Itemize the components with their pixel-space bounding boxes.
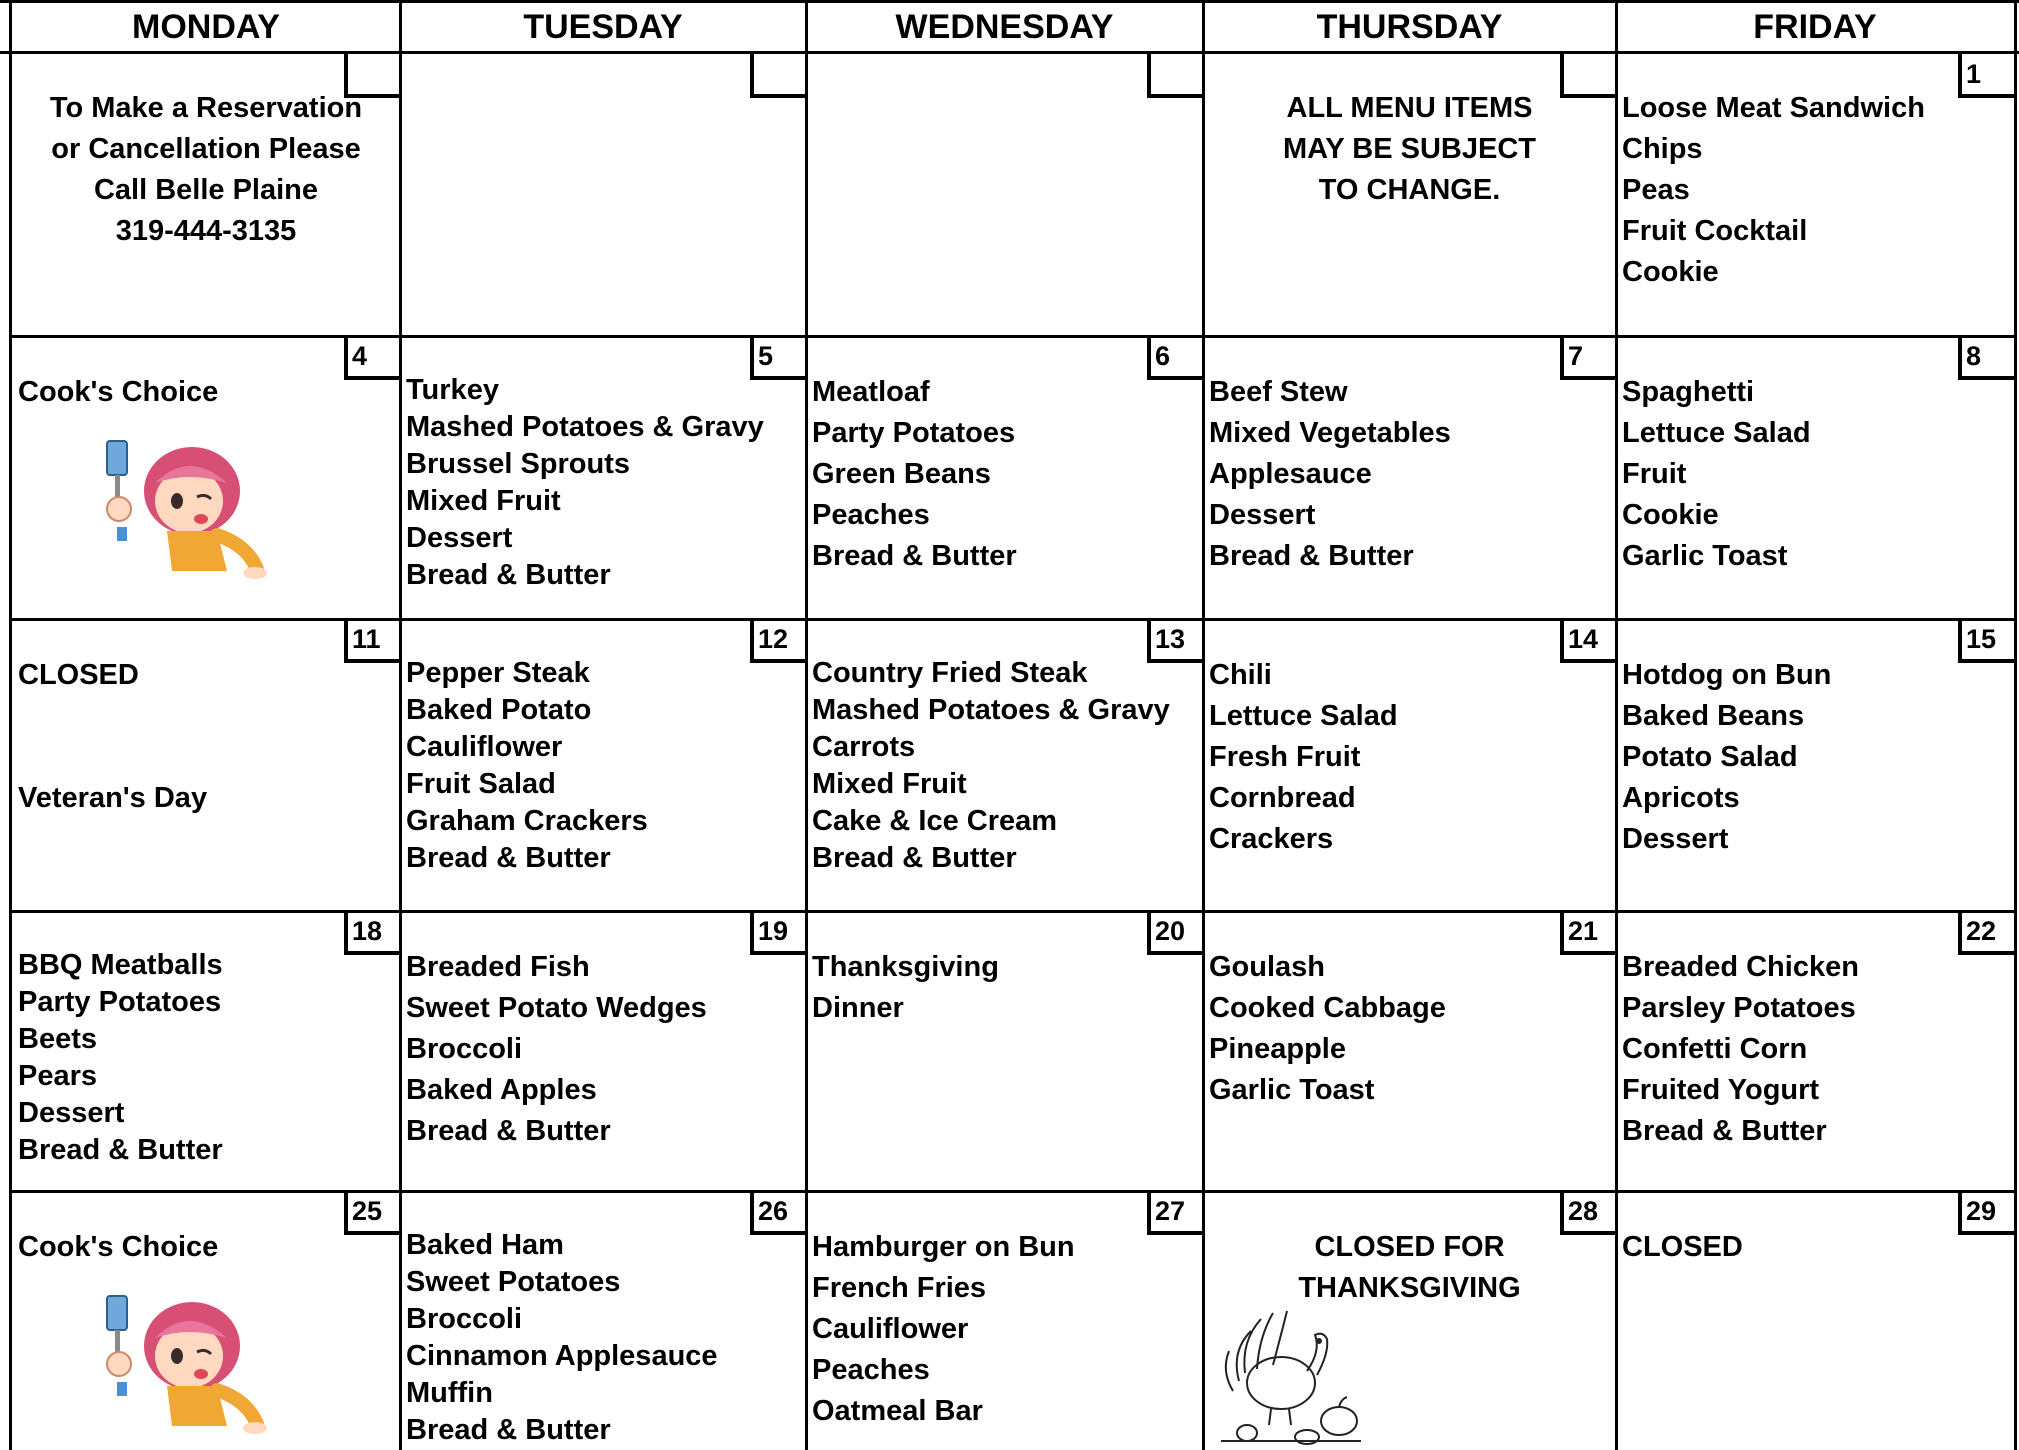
menu-item: Oatmeal Bar xyxy=(812,1395,983,1427)
date-number: 26 xyxy=(750,1191,806,1235)
day-cell xyxy=(1203,336,1616,619)
date-number: 18 xyxy=(344,911,400,955)
date-number: 29 xyxy=(1958,1191,2014,1235)
day-cell xyxy=(806,1191,1203,1450)
row-divider xyxy=(9,618,2017,621)
menu-item: Dessert xyxy=(1622,823,1729,855)
menu-item: Fruit Cocktail xyxy=(1622,215,1808,247)
day-cell xyxy=(400,1191,806,1450)
menu-item: Lettuce Salad xyxy=(1209,700,1398,732)
day-header-thursday: THURSDAY xyxy=(1316,8,1503,46)
day-cell xyxy=(1616,54,2014,336)
menu-item: Mixed Fruit xyxy=(812,768,967,800)
menu-item: ALL MENU ITEMS xyxy=(1286,92,1533,124)
menu-item: Muffin xyxy=(406,1377,493,1409)
menu-item-list xyxy=(18,1227,396,1268)
menu-item: Cook's Choice xyxy=(18,376,219,408)
date-number: 19 xyxy=(750,911,806,955)
menu-item: Cinnamon Applesauce xyxy=(406,1340,718,1372)
column-divider xyxy=(805,0,808,1450)
menu-item: Baked Apples xyxy=(406,1074,597,1106)
menu-item: Peaches xyxy=(812,1354,930,1386)
menu-item: Bread & Butter xyxy=(1209,540,1414,572)
date-number: 27 xyxy=(1147,1191,1203,1235)
menu-item: Peas xyxy=(1622,174,1690,206)
menu-item: Mashed Potatoes & Gravy xyxy=(812,694,1170,726)
menu-item: Green Beans xyxy=(812,458,991,490)
border-top xyxy=(0,0,2019,3)
menu-item: Garlic Toast xyxy=(1209,1074,1375,1106)
menu-item: French Fries xyxy=(812,1272,987,1304)
day-cell xyxy=(806,619,1203,911)
date-number: 14 xyxy=(1560,619,1616,663)
menu-item: Brussel Sprouts xyxy=(406,448,630,480)
menu-item: Graham Crackers xyxy=(406,805,648,837)
menu-item-list xyxy=(1622,372,2010,577)
menu-item: Fruit xyxy=(1622,458,1687,490)
menu-item: Cauliflower xyxy=(812,1313,969,1345)
menu-item: To Make a Reservation xyxy=(49,92,363,124)
date-number: 25 xyxy=(344,1191,400,1235)
day-cell xyxy=(12,911,400,1191)
menu-item-list xyxy=(1622,88,2010,293)
menu-item-list xyxy=(18,372,396,413)
menu-item-list xyxy=(1209,372,1612,577)
day-header-monday: MONDAY xyxy=(132,8,280,46)
menu-item: Cornbread xyxy=(1209,782,1356,814)
day-cell xyxy=(1616,619,2014,911)
menu-item: Dessert xyxy=(18,1097,125,1129)
day-cell xyxy=(12,619,400,911)
menu-item: Goulash xyxy=(1209,951,1326,983)
menu-item: CLOSED xyxy=(1622,1231,1743,1263)
day-cell xyxy=(806,336,1203,619)
menu-item: Baked Potato xyxy=(406,694,592,726)
menu-item-list xyxy=(812,372,1199,577)
menu-item: THANKSGIVING xyxy=(1298,1272,1521,1304)
menu-item: or Cancellation Please xyxy=(51,133,361,165)
column-divider xyxy=(1202,0,1205,1450)
day-cell xyxy=(400,911,806,1191)
menu-item: Bread & Butter xyxy=(812,540,1017,572)
menu-item: Cookie xyxy=(1622,499,1719,531)
column-divider xyxy=(399,0,402,1450)
date-number: 8 xyxy=(1958,336,2014,380)
date-number: 22 xyxy=(1958,911,2014,955)
menu-item: Potato Salad xyxy=(1622,741,1798,773)
day-cell xyxy=(400,54,806,336)
menu-item: Breaded Fish xyxy=(406,951,590,983)
menu-item: Thanksgiving xyxy=(812,951,999,983)
menu-item: Call Belle Plaine xyxy=(93,174,319,206)
day-cell xyxy=(12,1191,400,1450)
date-number: 13 xyxy=(1147,619,1203,663)
menu-item: Mixed Fruit xyxy=(406,485,561,517)
date-number xyxy=(1147,54,1203,98)
menu-item: Apricots xyxy=(1622,782,1740,814)
chef-girl-icon xyxy=(97,1286,272,1441)
menu-item: Meatloaf xyxy=(812,376,930,408)
menu-item: Spaghetti xyxy=(1622,376,1755,408)
menu-item-list xyxy=(18,655,396,819)
day-cell xyxy=(1616,336,2014,619)
border-left xyxy=(9,0,12,1450)
day-cell xyxy=(12,54,400,336)
date-number: 7 xyxy=(1560,336,1616,380)
menu-item: Sweet Potato Wedges xyxy=(406,992,707,1024)
menu-item: Pineapple xyxy=(1209,1033,1346,1065)
menu-item: Party Potatoes xyxy=(18,986,222,1018)
menu-item-list xyxy=(1622,655,2010,860)
day-cell xyxy=(12,336,400,619)
turkey-icon xyxy=(1211,1291,1371,1450)
menu-item: Mashed Potatoes & Gravy xyxy=(406,411,764,443)
menu-item-list xyxy=(812,947,1199,1029)
menu-item: MAY BE SUBJECT xyxy=(1282,133,1536,165)
menu-item: Dessert xyxy=(406,522,513,554)
menu-item-list xyxy=(1622,947,2010,1152)
border-right xyxy=(2014,0,2017,1450)
date-number: 28 xyxy=(1560,1191,1616,1235)
menu-item: Garlic Toast xyxy=(1622,540,1788,572)
menu-item: Baked Ham xyxy=(406,1229,564,1261)
day-cell xyxy=(1616,911,2014,1191)
menu-item: Dinner xyxy=(812,992,904,1024)
menu-item: Pepper Steak xyxy=(406,657,590,689)
menu-item-list xyxy=(1209,655,1612,860)
menu-item: Hotdog on Bun xyxy=(1622,659,1832,691)
menu-item: CLOSED FOR xyxy=(1314,1231,1505,1263)
menu-item: CLOSED xyxy=(18,659,139,691)
menu-item: Cookie xyxy=(1622,256,1719,288)
header-divider xyxy=(0,51,2019,54)
menu-item: Cooked Cabbage xyxy=(1209,992,1446,1024)
menu-item-list xyxy=(812,1227,1199,1432)
column-divider xyxy=(1615,0,1618,1450)
menu-item-list xyxy=(406,1227,802,1449)
day-cell xyxy=(400,619,806,911)
menu-item: Confetti Corn xyxy=(1622,1033,1808,1065)
menu-item: Bread & Butter xyxy=(812,842,1017,874)
menu-item: Hamburger on Bun xyxy=(812,1231,1075,1263)
menu-item: Bread & Butter xyxy=(406,1414,611,1446)
menu-item: Bread & Butter xyxy=(18,1134,223,1166)
menu-item: Chili xyxy=(1209,659,1272,691)
menu-item: Crackers xyxy=(1209,823,1334,855)
menu-item: Pears xyxy=(18,1060,98,1092)
menu-item: Lettuce Salad xyxy=(1622,417,1811,449)
day-cell xyxy=(1203,54,1616,336)
menu-item: Baked Beans xyxy=(1622,700,1805,732)
menu-item: Beef Stew xyxy=(1209,376,1348,408)
day-cell xyxy=(806,911,1203,1191)
menu-item: Parsley Potatoes xyxy=(1622,992,1856,1024)
menu-item-list xyxy=(1622,1227,2010,1268)
day-header-friday: FRIDAY xyxy=(1753,8,1877,46)
menu-item-list xyxy=(12,88,400,252)
menu-item: Applesauce xyxy=(1209,458,1372,490)
day-cell xyxy=(1203,1191,1616,1450)
menu-item xyxy=(18,737,396,778)
menu-item-list xyxy=(1203,88,1616,211)
menu-item: Mixed Vegetables xyxy=(1209,417,1451,449)
day-header-tuesday: TUESDAY xyxy=(523,8,683,46)
menu-item: Veteran's Day xyxy=(18,782,208,814)
date-number: 20 xyxy=(1147,911,1203,955)
menu-item: Breaded Chicken xyxy=(1622,951,1859,983)
day-cell xyxy=(1203,911,1616,1191)
menu-item: Turkey xyxy=(406,374,499,406)
menu-item xyxy=(18,696,396,737)
menu-item-list xyxy=(406,947,802,1152)
date-number xyxy=(750,54,806,98)
menu-item: Cake & Ice Cream xyxy=(812,805,1058,837)
menu-item: Bread & Butter xyxy=(406,842,611,874)
menu-item: Fruit Salad xyxy=(406,768,556,800)
menu-item-list xyxy=(18,947,396,1169)
menu-item: Broccoli xyxy=(406,1033,523,1065)
menu-item: Fruited Yogurt xyxy=(1622,1074,1820,1106)
menu-item: Party Potatoes xyxy=(812,417,1016,449)
day-header-wednesday: WEDNESDAY xyxy=(895,8,1114,46)
menu-item: Sweet Potatoes xyxy=(406,1266,621,1298)
menu-item: Country Fried Steak xyxy=(812,657,1088,689)
menu-item: Dessert xyxy=(1209,499,1316,531)
menu-item-list xyxy=(406,655,802,877)
date-number: 11 xyxy=(344,619,400,663)
menu-item: Bread & Butter xyxy=(1622,1115,1827,1147)
menu-item: 319-444-3135 xyxy=(115,215,297,247)
menu-item-list xyxy=(1209,947,1612,1111)
menu-item: Carrots xyxy=(812,731,916,763)
menu-item: Beets xyxy=(18,1023,97,1055)
menu-item: Chips xyxy=(1622,133,1703,165)
menu-item: Bread & Butter xyxy=(406,559,611,591)
menu-item: Peaches xyxy=(812,499,930,531)
date-number: 4 xyxy=(344,336,400,380)
date-number: 15 xyxy=(1958,619,2014,663)
menu-item: Cauliflower xyxy=(406,731,563,763)
chef-girl-icon xyxy=(97,431,272,586)
menu-item: Fresh Fruit xyxy=(1209,741,1361,773)
date-number: 1 xyxy=(1958,54,2014,98)
menu-item: TO CHANGE. xyxy=(1318,174,1501,206)
menu-item-list xyxy=(406,372,802,594)
menu-item: Broccoli xyxy=(406,1303,523,1335)
menu-item: Loose Meat Sandwich xyxy=(1622,92,1925,124)
menu-item-list xyxy=(812,655,1199,877)
day-cell xyxy=(1203,619,1616,911)
date-number: 5 xyxy=(750,336,806,380)
row-divider xyxy=(9,1190,2017,1193)
row-divider xyxy=(9,910,2017,913)
day-cell xyxy=(1616,1191,2014,1450)
menu-item: Cook's Choice xyxy=(18,1231,219,1263)
menu-item: Bread & Butter xyxy=(406,1115,611,1147)
day-cell xyxy=(400,336,806,619)
date-number: 6 xyxy=(1147,336,1203,380)
date-number: 12 xyxy=(750,619,806,663)
menu-item: BBQ Meatballs xyxy=(18,949,223,981)
row-divider xyxy=(9,335,2017,338)
date-number: 21 xyxy=(1560,911,1616,955)
day-cell xyxy=(806,54,1203,336)
